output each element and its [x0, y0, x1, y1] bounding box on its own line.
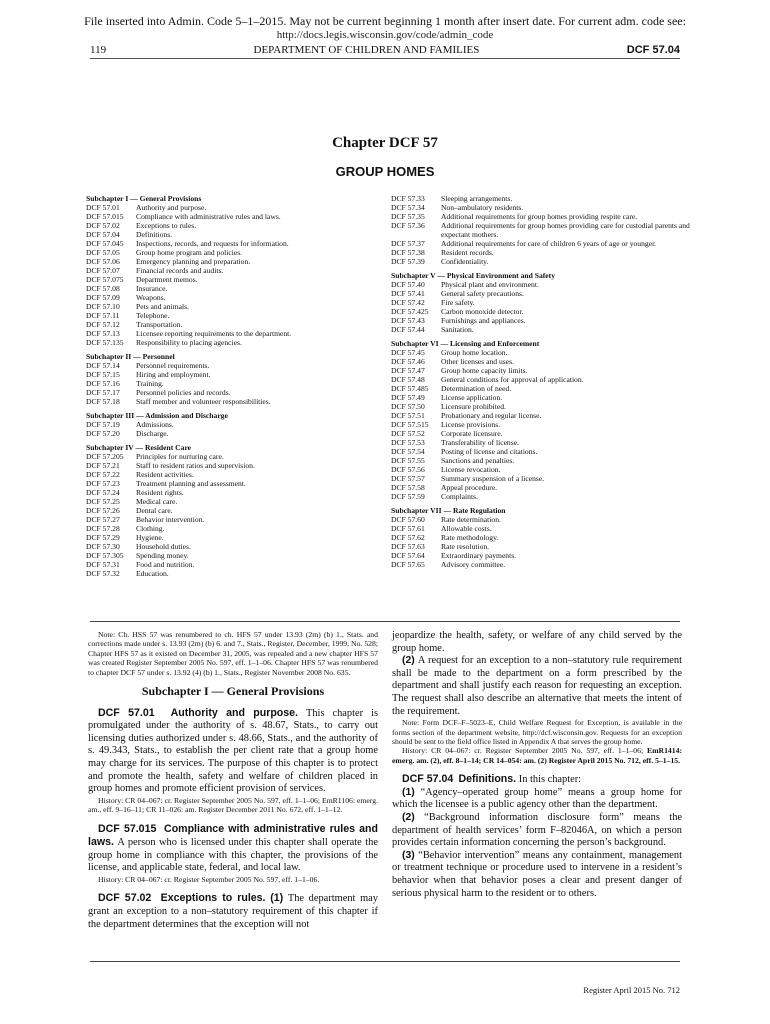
toc-entry[interactable] [86, 551, 376, 560]
toc-entry-number: DCF 57.61 [391, 524, 425, 533]
toc-entry-title: Staff to resident ratios and supervision. [136, 461, 255, 470]
toc-entry-title: Licensure prohibited. [441, 402, 506, 411]
toc-entry-title: Complaints. [441, 492, 478, 501]
toc-entry-title: Principles for nurturing care. [136, 452, 224, 461]
toc-entry-title: Posting of license and citations. [441, 447, 538, 456]
toc-entry[interactable] [391, 465, 691, 474]
toc-entry[interactable] [391, 289, 691, 298]
toc-entry-number: DCF 57.01 [86, 203, 120, 212]
toc-entry-number: DCF 57.36 [391, 221, 425, 230]
department-name: DEPARTMENT OF CHILDREN AND FAMILIES [253, 44, 480, 56]
definition-text: “Agency–operated group home” means a group home for which the licensee is a public agency other than the department. [392, 786, 682, 811]
toc-subchapter-heading: Subchapter III — Admission and Discharge [86, 411, 228, 420]
toc-entry-number: DCF 57.56 [391, 465, 425, 474]
section-history: History: CR 04–067: cr. Register September 2005 No. 597, eff. 1–1–06. [98, 874, 320, 884]
section-number: DCF 57.04 [402, 773, 454, 786]
toc-entry-title: Medical care. [136, 497, 178, 506]
toc-entry-number: DCF 57.27 [86, 515, 120, 524]
toc-entry[interactable] [391, 533, 691, 542]
toc-entry-title: General safety precautions. [441, 289, 524, 298]
toc-entry[interactable] [86, 497, 376, 506]
toc-entry[interactable] [86, 524, 376, 533]
toc-entry[interactable] [391, 515, 691, 524]
toc-entry-title: Additional requirements for care of children 6 years of age or younger. [441, 239, 657, 248]
history-amendments: EmR1414: emerg. am. (2), eff. 8–1–14; CR 14–054: am. (2) Register April 2015 No. 712, eff. 5–1–15. [392, 746, 683, 765]
toc-entry[interactable] [391, 239, 691, 248]
toc-entry[interactable] [86, 302, 376, 311]
definition-text: “Behavior intervention” means any containment, management or treatment technique or procedure used to intervene in a resident’s behavior when that behavior poses a clear and present danger of serious physical harm to the resident or to others. [392, 849, 682, 899]
toc-entry[interactable] [86, 293, 376, 302]
toc-entry-number: DCF 57.19 [86, 420, 120, 429]
toc-entry-title: Group home location. [441, 348, 508, 357]
toc-entry-number: DCF 57.37 [391, 239, 425, 248]
toc-entry[interactable] [391, 447, 691, 456]
toc-entry-title: Extraordinary payments. [441, 551, 517, 560]
section-57-04 [392, 773, 682, 787]
exception-note: Note: Form DCF–F–5023–E, Child Welfare Request for Exception, is available in the forms section of the department website, http://dcf.wisconsin.gov. Requests for an exception should be sent to the field office listed in Appendix A that serves the group home. [392, 718, 682, 746]
toc-entry[interactable] [86, 275, 376, 284]
toc-entry[interactable] [391, 325, 691, 334]
toc-entry[interactable] [86, 266, 376, 275]
toc-entry-number: DCF 57.42 [391, 298, 425, 307]
toc-entry-title: Appeal procedure. [441, 483, 498, 492]
toc-entry[interactable] [391, 474, 691, 483]
toc-entry-number: DCF 57.25 [86, 497, 120, 506]
toc-entry-number: DCF 57.20 [86, 429, 120, 438]
toc-entry[interactable] [391, 357, 691, 366]
toc-entry[interactable] [86, 506, 376, 515]
toc-entry-title: Exceptions to rules. [136, 221, 197, 230]
register-footer: Register April 2015 No. 712 [583, 985, 680, 995]
section-57-015 [88, 823, 378, 875]
toc-entry-title: Personnel requirements. [136, 361, 210, 370]
toc-entry[interactable] [391, 524, 691, 533]
toc-entry[interactable] [391, 429, 691, 438]
toc-entry[interactable] [86, 420, 376, 429]
history-text: History: CR 04–067: cr. Register September 2005 No. 597, eff. 1–1–06; [402, 746, 644, 756]
footer-divider [90, 961, 680, 962]
definition-3 [392, 850, 682, 900]
toc-entry-number: DCF 57.47 [391, 366, 425, 375]
toc-entry-number: DCF 57.52 [391, 429, 425, 438]
page-number: 119 [90, 44, 107, 56]
toc-entry-title: Fire safety. [441, 298, 475, 307]
toc-entry-number: DCF 57.45 [391, 348, 425, 357]
toc-entry-title: Authority and purpose. [136, 203, 207, 212]
toc-entry-title: Pets and animals. [136, 302, 189, 311]
toc-entry-number: DCF 57.135 [86, 338, 124, 347]
toc-entry[interactable] [86, 379, 376, 388]
toc-entry-number: DCF 57.44 [391, 325, 425, 334]
toc-entry-title: Behavior intervention. [136, 515, 205, 524]
toc-entry[interactable] [86, 461, 376, 470]
toc-entry-title: Advisory committee. [441, 560, 506, 569]
toc-entry-number: DCF 57.28 [86, 524, 120, 533]
toc-entry-number: DCF 57.55 [391, 456, 425, 465]
toc-entry-title: Rate resolution. [441, 542, 490, 551]
toc-entry-title: Training. [136, 379, 164, 388]
toc-entry-title: Other licenses and uses. [441, 357, 514, 366]
toc-entry-title: General conditions for approval of application. [441, 375, 584, 384]
toc-entry-title: Sleeping arrangements. [441, 194, 513, 203]
toc-entry-number: DCF 57.26 [86, 506, 120, 515]
toc-subchapter-heading: Subchapter VII — Rate Regulation [391, 506, 506, 515]
toc-right-column [391, 194, 691, 569]
toc-entry[interactable] [391, 456, 691, 465]
insert-notice [0, 14, 770, 42]
toc-entry-title: Financial records and audits. [136, 266, 224, 275]
toc-entry[interactable] [86, 515, 376, 524]
toc-entry-number: DCF 57.57 [391, 474, 425, 483]
toc-entry-number: DCF 57.31 [86, 560, 120, 569]
toc-entry[interactable] [391, 307, 691, 316]
toc-entry-number: DCF 57.04 [86, 230, 120, 239]
toc-entry[interactable] [86, 230, 376, 239]
toc-entry-title: Weapons. [136, 293, 166, 302]
toc-entry-number: DCF 57.29 [86, 533, 120, 542]
toc-entry[interactable] [86, 320, 376, 329]
body-right-column [392, 630, 682, 900]
toc-left-column [86, 194, 376, 578]
section-number: DCF 57.01 [98, 706, 155, 719]
toc-subchapter-heading: Subchapter II — Personnel [86, 352, 175, 361]
subchapter-heading: Subchapter I — General Provisions [141, 684, 325, 699]
toc-entry-number: DCF 57.39 [391, 257, 425, 266]
toc-entry-title: Probationary and regular license. [441, 411, 542, 420]
toc-entry[interactable] [391, 393, 691, 402]
toc-entry-title: Emergency planning and preparation. [136, 257, 251, 266]
toc-entry-title: Dental care. [136, 506, 173, 515]
section-title: Authority and purpose. [170, 706, 298, 719]
toc-entry[interactable] [391, 551, 691, 560]
toc-entry[interactable] [86, 429, 376, 438]
chapter-title: GROUP HOMES [335, 164, 435, 179]
toc-entry-number: DCF 57.62 [391, 533, 425, 542]
toc-entry-title: Summary suspension of a license. [441, 474, 545, 483]
toc-entry-number: DCF 57.46 [391, 357, 425, 366]
toc-entry[interactable] [86, 560, 376, 569]
toc-subchapter-heading: Subchapter V — Physical Environment and Safety [391, 271, 555, 280]
toc-entry-number: DCF 57.50 [391, 402, 425, 411]
toc-entry-title: Allowable costs. [441, 524, 492, 533]
toc-entry-title: Department memos. [136, 275, 198, 284]
toc-entry-title: Compliance with administrative rules and laws. [136, 212, 281, 221]
toc-entry-number: DCF 57.54 [391, 447, 425, 456]
paragraph-number: (2) [402, 811, 415, 823]
toc-entry-number: DCF 57.32 [86, 569, 120, 578]
toc-entry-number: DCF 57.65 [391, 560, 425, 569]
toc-entry-title: Carbon monoxide detector. [441, 307, 524, 316]
toc-entry[interactable] [86, 338, 376, 347]
toc-entry-number: DCF 57.60 [391, 515, 425, 524]
toc-entry-title: Hiring and employment. [136, 370, 211, 379]
toc-entry-number: DCF 57.59 [391, 492, 425, 501]
toc-entry-number: DCF 57.17 [86, 388, 120, 397]
section-57-01 [88, 707, 378, 796]
toc-entry-title: Rate methodology. [441, 533, 499, 542]
section-title: Definitions. [458, 773, 517, 786]
definition-2 [392, 812, 682, 850]
notice-url[interactable]: http://docs.legis.wisconsin.gov/code/admin_code [276, 29, 494, 41]
toc-entry-title: Insurance. [136, 284, 168, 293]
toc-entry-number: DCF 57.24 [86, 488, 120, 497]
toc-entry-title: Resident activities. [136, 470, 194, 479]
paragraph-number: (3) [402, 849, 415, 861]
toc-entry[interactable] [391, 316, 691, 325]
toc-entry[interactable] [86, 569, 376, 578]
section-title: Compliance with administrative rules and laws. [88, 822, 378, 849]
toc-entry[interactable] [391, 348, 691, 357]
section-text: This chapter is promulgated under the authority of s. 48.67, Stats., to carry out licensing duties authorized under s. 48.66, Stats., and the authority of s. 49.343, Stats., to establish the per client rate that a group home may charge for its services. The purpose of this chapter is to protect and promote the health, safety and welfare of children placed in group homes and promote efficient provision of services. [88, 707, 378, 795]
toc-entry[interactable] [391, 366, 691, 375]
running-header [90, 44, 680, 59]
toc-entry-title: Admissions. [136, 420, 174, 429]
toc-entry[interactable] [86, 212, 376, 221]
section-number: DCF 57.015 [98, 822, 157, 835]
toc-entry-number: DCF 57.18 [86, 397, 120, 406]
toc-entry-number: DCF 57.07 [86, 266, 120, 275]
toc-entry[interactable] [86, 248, 376, 257]
toc-entry-title: License provisions. [441, 420, 501, 429]
toc-entry-number: DCF 57.35 [391, 212, 425, 221]
toc-entry-title: License application. [441, 393, 503, 402]
toc-entry-title: Transportation. [136, 320, 183, 329]
toc-entry-title: Spending money. [136, 551, 189, 560]
toc-entry-title: Group home capacity limits. [441, 366, 528, 375]
toc-entry-number: DCF 57.02 [86, 221, 120, 230]
toc-entry[interactable] [86, 533, 376, 542]
toc-subchapter-heading: Subchapter IV — Resident Care [86, 443, 192, 452]
toc-entry-title: Furnishings and appliances. [441, 316, 526, 325]
toc-divider [90, 621, 680, 622]
toc-entry-title: Household duties. [136, 542, 191, 551]
toc-entry-title: Treatment planning and assessment. [136, 479, 246, 488]
toc-entry-number: DCF 57.63 [391, 542, 425, 551]
chapter-number: Chapter DCF 57 [332, 135, 438, 151]
section-text: The department may grant an exception to a non–statutory requirement of this chapter if the department determines that the exception will not [88, 893, 378, 930]
toc-entry-number: DCF 57.075 [86, 275, 124, 284]
toc-entry-number: DCF 57.05 [86, 248, 120, 257]
toc-entry[interactable] [391, 411, 691, 420]
notice-line-1: File inserted into Admin. Code 5–1–2015. May not be current beginning 1 month after insert date. For current adm. code see: [84, 14, 686, 28]
toc-entry-number: DCF 57.41 [391, 289, 425, 298]
section-57-02 [88, 892, 378, 931]
toc-entry-number: DCF 57.21 [86, 461, 120, 470]
toc-entry-title: Personnel policies and records. [136, 388, 231, 397]
toc-entry[interactable] [86, 488, 376, 497]
toc-entry-title: Hygiene. [136, 533, 164, 542]
section-history [392, 746, 682, 765]
toc-entry[interactable] [391, 384, 691, 393]
paragraph-number: (1) [402, 786, 415, 798]
toc-entry[interactable] [86, 239, 376, 248]
toc-entry[interactable] [86, 361, 376, 370]
toc-entry[interactable] [391, 203, 691, 212]
toc-entry-number: DCF 57.06 [86, 257, 120, 266]
toc-entry[interactable] [391, 257, 691, 266]
toc-entry-number: DCF 57.64 [391, 551, 425, 560]
section-history: History: CR 04–067: cr. Register September 2005 No. 597, eff. 1–1–06; EmR1106: emerg. am., eff. 9–16–11; CR 11–026: am. Register December 2011 No. 672, eff. 1–1–12. [88, 795, 378, 815]
toc-entry-number: DCF 57.485 [391, 384, 429, 393]
toc-entry[interactable] [86, 542, 376, 551]
toc-entry-number: DCF 57.14 [86, 361, 120, 370]
toc-entry-number: DCF 57.30 [86, 542, 120, 551]
toc-entry[interactable] [86, 257, 376, 266]
toc-entry-title: Corporate licensure. [441, 429, 503, 438]
toc-entry-number: DCF 57.33 [391, 194, 425, 203]
toc-entry-title: Additional requirements for group homes providing care for custodial parents and expectant mothers. [441, 221, 690, 239]
toc-entry[interactable] [391, 402, 691, 411]
toc-entry-number: DCF 57.10 [86, 302, 120, 311]
toc-entry-number: DCF 57.09 [86, 293, 120, 302]
toc-entry[interactable] [391, 248, 691, 257]
paragraph-number: (2) [402, 655, 415, 667]
section-text: A person who is licensed under this chapter shall operate the group home in compliance with this chapter, the provisions of the license, and applicable state, federal, and local law. [88, 837, 378, 874]
toc-entry-title: Non–ambulatory residents. [441, 203, 524, 212]
toc-entry[interactable] [391, 298, 691, 307]
toc-entry[interactable] [86, 370, 376, 379]
toc-entry-title: Food and nutrition. [136, 560, 195, 569]
section-text: In this chapter: [518, 774, 582, 786]
paragraph-number: (1) [270, 892, 284, 905]
toc-entry[interactable] [391, 221, 691, 239]
toc-entry-number: DCF 57.045 [86, 239, 124, 248]
toc-entry-title: Education. [136, 569, 169, 578]
paragraph-text: A request for an exception to a non–statutory rule requirement shall be made to the department on a form prescribed by the department and shall justify each reason for requesting an exception. The request shall also describe an alternative that meets the intent of the requirement. [392, 655, 682, 717]
chapter-note: Note: Ch. HSS 57 was renumbered to ch. HFS 57 under 13.93 (2m) (b) 1., Stats. and corrections made under s. 13.93 (2m) (b) 6. and 7., Stats., Register, December, 1999, No. 528; Chapter HFS 57 as it existed on December 31, 2005, was repealed and a new chapter HFS 57 was created Register September 2005 No. 597, eff. 1–1–06. Chapter HFS 57 was renumbered to chapter DCF 57 under s. 13.92 (4) (b) 1., Stats., Register November 2008 No. 635. [88, 630, 378, 677]
toc-entry-number: DCF 57.425 [391, 307, 429, 316]
section-code: DCF 57.04 [626, 44, 680, 56]
toc-entry-title: Inspections, records, and requests for information. [136, 239, 289, 248]
toc-entry-number: DCF 57.51 [391, 411, 425, 420]
toc-entry-title: Responsibility to placing agencies. [136, 338, 242, 347]
toc-subchapter-heading: Subchapter I — General Provisions [86, 194, 202, 203]
toc-entry-number: DCF 57.13 [86, 329, 120, 338]
toc-entry-title: Determination of need. [441, 384, 512, 393]
toc-entry-title: Discharge. [136, 429, 169, 438]
toc-entry-number: DCF 57.34 [391, 203, 425, 212]
toc-entry[interactable] [391, 194, 691, 203]
toc-entry[interactable] [391, 560, 691, 569]
toc-entry-title: Group home program and policies. [136, 248, 243, 257]
toc-entry-title: Staff member and volunteer responsibilities. [136, 397, 271, 406]
toc-entry[interactable] [86, 311, 376, 320]
toc-entry[interactable] [86, 452, 376, 461]
toc-entry-title: Telephone. [136, 311, 170, 320]
toc-entry[interactable] [86, 329, 376, 338]
toc-entry-number: DCF 57.53 [391, 438, 425, 447]
toc-entry-number: DCF 57.12 [86, 320, 120, 329]
toc-entry-number: DCF 57.11 [86, 311, 120, 320]
toc-entry-title: Clothing. [136, 524, 165, 533]
toc-entry[interactable] [391, 212, 691, 221]
toc-entry-title: Sanitation. [441, 325, 474, 334]
toc-entry-number: DCF 57.205 [86, 452, 124, 461]
toc-entry-number: DCF 57.015 [86, 212, 124, 221]
toc-entry-title: Resident rights. [136, 488, 184, 497]
toc-entry-number: DCF 57.305 [86, 551, 124, 560]
toc-entry-title: Sanctions and penalties. [441, 456, 515, 465]
section-number: DCF 57.02 [98, 892, 152, 905]
toc-entry-number: DCF 57.40 [391, 280, 425, 289]
toc-entry[interactable] [86, 388, 376, 397]
toc-entry-number: DCF 57.16 [86, 379, 120, 388]
continued-text: jeopardize the health, safety, or welfare of any child served by the group home. [392, 630, 682, 654]
toc-entry-number: DCF 57.43 [391, 316, 425, 325]
toc-entry[interactable] [86, 221, 376, 230]
toc-entry[interactable] [86, 397, 376, 406]
toc-entry-title: Physical plant and environment. [441, 280, 539, 289]
toc-entry[interactable] [391, 492, 691, 501]
toc-entry-title: Confidentiality. [441, 257, 489, 266]
toc-entry-number: DCF 57.38 [391, 248, 425, 257]
toc-entry[interactable] [391, 375, 691, 384]
toc-entry[interactable] [391, 438, 691, 447]
paragraph-2 [392, 655, 682, 718]
definition-text: “Background information disclosure form” means the department of health services’ form F–82046A, on which a person provides certain information concerning the person’s background. [392, 811, 682, 849]
toc-entry-title: Licensee reporting requirements to the department. [136, 329, 292, 338]
definition-1 [392, 787, 682, 812]
toc-entry[interactable] [86, 470, 376, 479]
toc-entry[interactable] [391, 420, 691, 429]
toc-entry-title: Definitions. [136, 230, 173, 239]
toc-subchapter-heading: Subchapter VI — Licensing and Enforcement [391, 339, 540, 348]
toc-entry-number: DCF 57.23 [86, 479, 120, 488]
section-title: Exceptions to rules. [160, 892, 266, 905]
toc-entry-number: DCF 57.515 [391, 420, 429, 429]
toc-entry-number: DCF 57.48 [391, 375, 425, 384]
toc-entry-title: License revocation. [441, 465, 501, 474]
toc-entry[interactable] [391, 483, 691, 492]
toc-entry[interactable] [86, 203, 376, 212]
toc-entry-title: Resident records. [441, 248, 494, 257]
toc-entry-number: DCF 57.49 [391, 393, 425, 402]
toc-entry-title: Rate determination. [441, 515, 501, 524]
toc-entry-number: DCF 57.15 [86, 370, 120, 379]
toc-entry[interactable] [391, 280, 691, 289]
body-left-column [88, 630, 378, 931]
toc-entry-number: DCF 57.22 [86, 470, 120, 479]
toc-entry-title: Transferability of license. [441, 438, 519, 447]
toc-entry-number: DCF 57.08 [86, 284, 120, 293]
toc-entry[interactable] [86, 479, 376, 488]
toc-entry-title: Additional requirements for group homes providing respite care. [441, 212, 638, 221]
toc-entry[interactable] [391, 542, 691, 551]
toc-entry-number: DCF 57.58 [391, 483, 425, 492]
toc-entry[interactable] [86, 284, 376, 293]
